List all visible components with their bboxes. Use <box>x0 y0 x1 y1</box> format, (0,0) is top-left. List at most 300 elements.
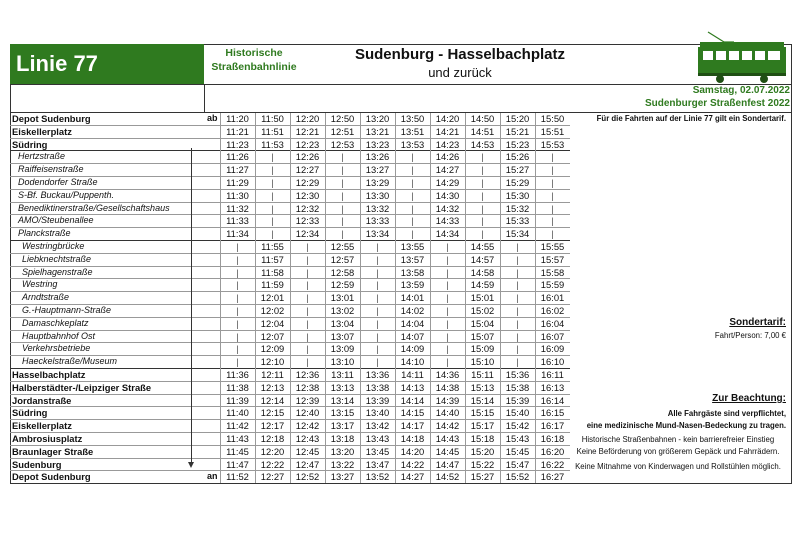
departure-time: 11:20 <box>220 113 255 125</box>
timetable-row <box>10 432 570 445</box>
tarif-price: Fahrt/Person: 7,00 € <box>714 331 786 340</box>
departure-time: 15:32 <box>500 202 535 215</box>
departure-time: 15:23 <box>500 138 535 151</box>
departure-time: 16:18 <box>535 432 570 445</box>
timetable-row <box>10 292 570 305</box>
departure-time: 15:22 <box>465 458 500 471</box>
stop-name: Hauptbahnhof Ost <box>10 330 207 343</box>
departure-time: 12:42 <box>290 420 325 433</box>
departure-time: | <box>500 253 535 266</box>
departure-time: 13:20 <box>360 113 395 125</box>
departure-time: 16:14 <box>535 394 570 407</box>
timetable-row <box>10 202 570 215</box>
departure-time: 14:26 <box>430 151 465 164</box>
departure-time: | <box>395 164 430 177</box>
departure-time: 12:36 <box>290 368 325 381</box>
info-line-1: Historische Straßenbahnen - kein barrierefreier Einstieg <box>581 435 775 444</box>
departure-time: 12:11 <box>255 368 290 381</box>
departure-time: 12:57 <box>325 253 360 266</box>
service-date: Samstag, 02.07.2022 <box>692 85 790 96</box>
departure-time: 12:21 <box>290 125 325 138</box>
stop-marker <box>207 381 220 394</box>
historic-label <box>204 46 304 82</box>
departure-time: 14:53 <box>465 138 500 151</box>
departure-time: | <box>535 189 570 202</box>
timetable-row <box>10 368 570 381</box>
departure-time: 13:58 <box>395 266 430 279</box>
departure-time: | <box>430 292 465 305</box>
departure-time: 13:47 <box>360 458 395 471</box>
departure-time: | <box>430 356 465 369</box>
timetable-row <box>10 228 570 241</box>
departure-time: 11:57 <box>255 253 290 266</box>
departure-time: | <box>465 151 500 164</box>
departure-time: 11:50 <box>255 113 290 125</box>
departure-time: | <box>220 253 255 266</box>
departure-time: 11:34 <box>220 228 255 241</box>
departure-time: | <box>430 343 465 356</box>
departure-time: 12:33 <box>290 215 325 228</box>
departure-time: 11:55 <box>255 240 290 253</box>
line-number-box <box>10 44 204 84</box>
departure-time: | <box>220 317 255 330</box>
departure-time: 15:33 <box>500 215 535 228</box>
departure-time: 16:04 <box>535 317 570 330</box>
departure-time: 12:09 <box>255 343 290 356</box>
departure-time: 12:20 <box>255 445 290 458</box>
stop-marker: ab <box>207 113 218 123</box>
departure-time: 13:01 <box>325 292 360 305</box>
departure-time: 13:20 <box>325 445 360 458</box>
stop-name: Depot Sudenburg <box>10 471 207 483</box>
departure-time: 14:47 <box>430 458 465 471</box>
stop-marker <box>207 356 220 369</box>
departure-time: 13:27 <box>325 471 360 483</box>
departure-time: 12:23 <box>290 138 325 151</box>
departure-time: 14:20 <box>430 113 465 125</box>
departure-time: 12:34 <box>290 228 325 241</box>
departure-time: 11:42 <box>220 420 255 433</box>
stop-name: Haeckelstraße/Museum <box>10 356 207 369</box>
departure-time: 11:21 <box>220 125 255 138</box>
tram-icon <box>694 30 790 84</box>
info-line-3: Keine Mitnahme von Kinderwagen und Rollstühlen möglich. <box>575 462 781 471</box>
departure-time: 15:40 <box>500 407 535 420</box>
stop-name: Sudenburg <box>10 458 207 471</box>
departure-time: | <box>360 253 395 266</box>
departure-time: | <box>500 330 535 343</box>
timetable-row <box>10 138 570 151</box>
departure-time: 14:11 <box>395 368 430 381</box>
departure-time: | <box>255 228 290 241</box>
departure-time: | <box>290 304 325 317</box>
departure-time: 15:38 <box>500 381 535 394</box>
stop-marker <box>207 279 220 292</box>
departure-time: 12:29 <box>290 176 325 189</box>
departure-time: 14:29 <box>430 176 465 189</box>
departure-time: 14:17 <box>395 420 430 433</box>
stop-name: Ambrosiusplatz <box>10 432 207 445</box>
stop-marker <box>207 343 220 356</box>
departure-time: 11:32 <box>220 202 255 215</box>
departure-time: 13:11 <box>325 368 360 381</box>
stop-marker <box>207 458 220 471</box>
timetable-row <box>10 381 570 394</box>
departure-time: 12:58 <box>325 266 360 279</box>
departure-time: 14:33 <box>430 215 465 228</box>
departure-time: | <box>465 215 500 228</box>
departure-time: | <box>290 330 325 343</box>
departure-time: | <box>395 151 430 164</box>
departure-time: 15:47 <box>500 458 535 471</box>
departure-time: 14:02 <box>395 304 430 317</box>
stop-marker <box>207 164 220 177</box>
departure-time: | <box>500 356 535 369</box>
departure-time: | <box>430 317 465 330</box>
stop-name: G.-Hauptmann-Straße <box>10 304 207 317</box>
departure-time: | <box>360 330 395 343</box>
departure-time: 12:47 <box>290 458 325 471</box>
timetable-row <box>10 356 570 369</box>
departure-time: 12:14 <box>255 394 290 407</box>
departure-time: 13:39 <box>360 394 395 407</box>
timetable-row <box>10 458 570 471</box>
timetable-row <box>10 266 570 279</box>
departure-time: | <box>430 253 465 266</box>
stop-marker <box>207 176 220 189</box>
departure-time: 12:52 <box>290 471 325 483</box>
departure-time: 14:07 <box>395 330 430 343</box>
departure-time: 13:02 <box>325 304 360 317</box>
timetable-row <box>10 253 570 266</box>
stop-marker <box>207 445 220 458</box>
departure-time: | <box>290 343 325 356</box>
stop-marker: an <box>207 471 220 483</box>
departure-time: 12:59 <box>325 279 360 292</box>
departure-time: 16:10 <box>535 356 570 369</box>
departure-time: 15:34 <box>500 228 535 241</box>
departure-time: 13:17 <box>325 420 360 433</box>
departure-time: 13:15 <box>325 407 360 420</box>
departure-time: 13:21 <box>360 125 395 138</box>
departure-time: 15:29 <box>500 176 535 189</box>
departure-time: 14:22 <box>395 458 430 471</box>
departure-time: 14:36 <box>430 368 465 381</box>
timetable-row <box>10 445 570 458</box>
departure-time: 15:13 <box>465 381 500 394</box>
departure-time: 11:27 <box>220 164 255 177</box>
timetable-row <box>10 176 570 189</box>
departure-time: | <box>535 151 570 164</box>
departure-time: 14:38 <box>430 381 465 394</box>
departure-time: 13:55 <box>395 240 430 253</box>
departure-time: 13:33 <box>360 215 395 228</box>
historic-line-1: Historische <box>225 47 283 59</box>
departure-time: 14:50 <box>465 113 500 125</box>
departure-time: 15:04 <box>465 317 500 330</box>
departure-time: 11:59 <box>255 279 290 292</box>
stop-name: Jordanstraße <box>10 394 207 407</box>
departure-time: | <box>220 279 255 292</box>
stop-name: Benediktinerstraße/Gesellschaftshaus <box>10 202 207 215</box>
stop-name: Westring <box>10 279 207 292</box>
departure-time: | <box>220 240 255 253</box>
timetable-row <box>10 215 570 228</box>
departure-time: | <box>290 292 325 305</box>
departure-time: | <box>465 176 500 189</box>
departure-time: | <box>535 215 570 228</box>
departure-time: | <box>500 304 535 317</box>
departure-time: 15:10 <box>465 356 500 369</box>
timetable-row <box>10 279 570 292</box>
departure-time: 13:50 <box>395 113 430 125</box>
departure-time: | <box>500 279 535 292</box>
departure-time: | <box>360 292 395 305</box>
stop-name: Südring <box>10 138 207 151</box>
departure-time: 15:11 <box>465 368 500 381</box>
departure-time: | <box>395 202 430 215</box>
stop-name: Dodendorfer Straße <box>10 176 207 189</box>
departure-time: 13:52 <box>360 471 395 483</box>
departure-time: 14:10 <box>395 356 430 369</box>
departure-time: 15:50 <box>535 113 570 125</box>
departure-time: 12:53 <box>325 138 360 151</box>
route-subtitle: und zurück <box>428 65 492 80</box>
departure-time: 12:27 <box>255 471 290 483</box>
departure-time: 13:07 <box>325 330 360 343</box>
departure-time: 12:02 <box>255 304 290 317</box>
departure-time: 16:27 <box>535 471 570 483</box>
departure-time: | <box>500 343 535 356</box>
departure-time: | <box>535 176 570 189</box>
departure-time: 13:40 <box>360 407 395 420</box>
departure-time: 14:01 <box>395 292 430 305</box>
departure-time: 12:38 <box>290 381 325 394</box>
departure-time: 14:14 <box>395 394 430 407</box>
departure-time: 14:27 <box>395 471 430 483</box>
departure-time: 15:17 <box>465 420 500 433</box>
departure-time: 12:01 <box>255 292 290 305</box>
timetable-row <box>10 240 570 253</box>
departure-time: 11:29 <box>220 176 255 189</box>
departure-time: | <box>430 240 465 253</box>
stop-name: S-Bf. Buckau/Puppenth. <box>10 189 207 202</box>
departure-time: 11:23 <box>220 138 255 151</box>
beachtung-title: Zur Beachtung: <box>712 393 786 404</box>
stop-marker <box>207 292 220 305</box>
departure-time: 15:52 <box>500 471 535 483</box>
departure-time: 14:32 <box>430 202 465 215</box>
departure-time: 15:55 <box>535 240 570 253</box>
departure-time: 15:39 <box>500 394 535 407</box>
departure-time: 15:07 <box>465 330 500 343</box>
departure-time: 13:53 <box>395 138 430 151</box>
departure-time: 13:23 <box>360 138 395 151</box>
departure-time: 12:22 <box>255 458 290 471</box>
departure-time: | <box>360 240 395 253</box>
departure-time: 14:04 <box>395 317 430 330</box>
timetable-row <box>10 343 570 356</box>
departure-time: 13:43 <box>360 432 395 445</box>
departure-time: | <box>220 330 255 343</box>
departure-time: 11:58 <box>255 266 290 279</box>
departure-time: 14:52 <box>430 471 465 483</box>
departure-time: 14:42 <box>430 420 465 433</box>
timetable-row <box>10 113 570 125</box>
departure-time: 12:32 <box>290 202 325 215</box>
timetable-row <box>10 420 570 433</box>
departure-time: | <box>395 176 430 189</box>
sondertarif-note: Für die Fahrten auf der Linie 77 gilt ein Sondertarif. <box>596 114 786 123</box>
departure-time: | <box>325 151 360 164</box>
departure-time: 12:45 <box>290 445 325 458</box>
departure-time: 11:53 <box>255 138 290 151</box>
timetable-row <box>10 151 570 164</box>
stop-marker <box>207 394 220 407</box>
departure-time: 16:07 <box>535 330 570 343</box>
beachtung-line-1: Alle Fahrgäste sind verpflichtet, <box>667 409 786 418</box>
departure-time: 12:55 <box>325 240 360 253</box>
beachtung-line-2: eine medizinische Mund-Nasen-Bedeckung zu tragen. <box>586 421 786 430</box>
stop-marker <box>207 151 220 164</box>
departure-time: 15:30 <box>500 189 535 202</box>
departure-time: 14:15 <box>395 407 430 420</box>
departure-time: | <box>465 228 500 241</box>
departure-time: 13:32 <box>360 202 395 215</box>
departure-time: 15:27 <box>465 471 500 483</box>
timetable-row <box>10 317 570 330</box>
departure-time: | <box>395 215 430 228</box>
timetable <box>10 113 570 483</box>
tarif-title: Sondertarif: <box>729 317 786 328</box>
departure-time: 13:45 <box>360 445 395 458</box>
direction-arrow-icon <box>188 462 194 468</box>
departure-time: 12:10 <box>255 356 290 369</box>
departure-time: 11:39 <box>220 394 255 407</box>
departure-time: 12:13 <box>255 381 290 394</box>
departure-time: | <box>255 215 290 228</box>
stop-name: Südring <box>10 407 207 420</box>
departure-time: | <box>325 228 360 241</box>
departure-time: | <box>255 164 290 177</box>
departure-time: 15:27 <box>500 164 535 177</box>
timetable-row <box>10 189 570 202</box>
event-name: Sudenburger Straßenfest 2022 <box>644 98 790 109</box>
stop-marker <box>207 228 220 241</box>
departure-time: | <box>360 304 395 317</box>
departure-time: 12:30 <box>290 189 325 202</box>
stop-marker <box>207 266 220 279</box>
departure-time: | <box>500 240 535 253</box>
stop-name: Verkehrsbetriebe <box>10 343 207 356</box>
stop-name: Depot Sudenburg <box>12 113 91 124</box>
departure-time: 15:01 <box>465 292 500 305</box>
departure-time: 11:52 <box>220 471 255 483</box>
departure-time: | <box>220 356 255 369</box>
timetable-row <box>10 164 570 177</box>
departure-time: 12:07 <box>255 330 290 343</box>
departure-time: 16:13 <box>535 381 570 394</box>
departure-time: 13:29 <box>360 176 395 189</box>
departure-time: 14:27 <box>430 164 465 177</box>
route-title: Sudenburg - Hasselbachplatz <box>354 46 566 63</box>
departure-time: 12:04 <box>255 317 290 330</box>
departure-time: 14:57 <box>465 253 500 266</box>
departure-time: 13:18 <box>325 432 360 445</box>
departure-time: 15:53 <box>535 138 570 151</box>
line-number: Linie 77 <box>16 51 98 76</box>
departure-time: | <box>290 279 325 292</box>
departure-time: 12:39 <box>290 394 325 407</box>
stop-name: Eiskellerplatz <box>10 125 207 138</box>
departure-time: 11:26 <box>220 151 255 164</box>
departure-time: | <box>255 202 290 215</box>
departure-time: 15:15 <box>465 407 500 420</box>
stop-marker <box>207 317 220 330</box>
departure-time: 11:43 <box>220 432 255 445</box>
departure-time: 16:20 <box>535 445 570 458</box>
departure-time: 16:15 <box>535 407 570 420</box>
departure-time: 14:21 <box>430 125 465 138</box>
departure-time: 12:15 <box>255 407 290 420</box>
stop-name: Hasselbachplatz <box>10 368 207 381</box>
departure-time: 14:43 <box>430 432 465 445</box>
departure-time: 13:09 <box>325 343 360 356</box>
departure-time: 13:38 <box>360 381 395 394</box>
departure-time: 13:10 <box>325 356 360 369</box>
stop-name: AMO/Steubenallee <box>10 215 207 228</box>
stop-marker <box>207 202 220 215</box>
departure-time: 14:39 <box>430 394 465 407</box>
departure-time: 13:42 <box>360 420 395 433</box>
departure-time: 15:26 <box>500 151 535 164</box>
departure-time: | <box>535 202 570 215</box>
departure-time: 13:14 <box>325 394 360 407</box>
departure-time: | <box>220 266 255 279</box>
stop-marker <box>207 368 220 381</box>
stop-marker <box>207 189 220 202</box>
departure-time: | <box>325 215 360 228</box>
stop-name: Eiskellerplatz <box>10 420 207 433</box>
departure-time: 15:20 <box>465 445 500 458</box>
stop-marker <box>207 138 220 151</box>
departure-time: | <box>465 202 500 215</box>
departure-time: 16:22 <box>535 458 570 471</box>
departure-time: | <box>465 189 500 202</box>
departure-time: | <box>430 279 465 292</box>
departure-time: 13:22 <box>325 458 360 471</box>
departure-time: | <box>290 253 325 266</box>
stop-marker <box>207 432 220 445</box>
departure-time: 11:30 <box>220 189 255 202</box>
departure-time: 14:45 <box>430 445 465 458</box>
departure-time: | <box>220 292 255 305</box>
departure-time: 15:57 <box>535 253 570 266</box>
departure-time: 13:26 <box>360 151 395 164</box>
stop-name: Raiffeisenstraße <box>10 164 207 177</box>
departure-time: 12:51 <box>325 125 360 138</box>
timetable-row <box>10 125 570 138</box>
departure-time: 14:18 <box>395 432 430 445</box>
departure-time: | <box>430 330 465 343</box>
stop-name: Halberstädter-/Leipziger Straße <box>10 381 207 394</box>
departure-time: 16:01 <box>535 292 570 305</box>
departure-time: 13:57 <box>395 253 430 266</box>
departure-time: 16:17 <box>535 420 570 433</box>
departure-time: 12:27 <box>290 164 325 177</box>
header-divider <box>10 84 792 85</box>
departure-time: 11:47 <box>220 458 255 471</box>
